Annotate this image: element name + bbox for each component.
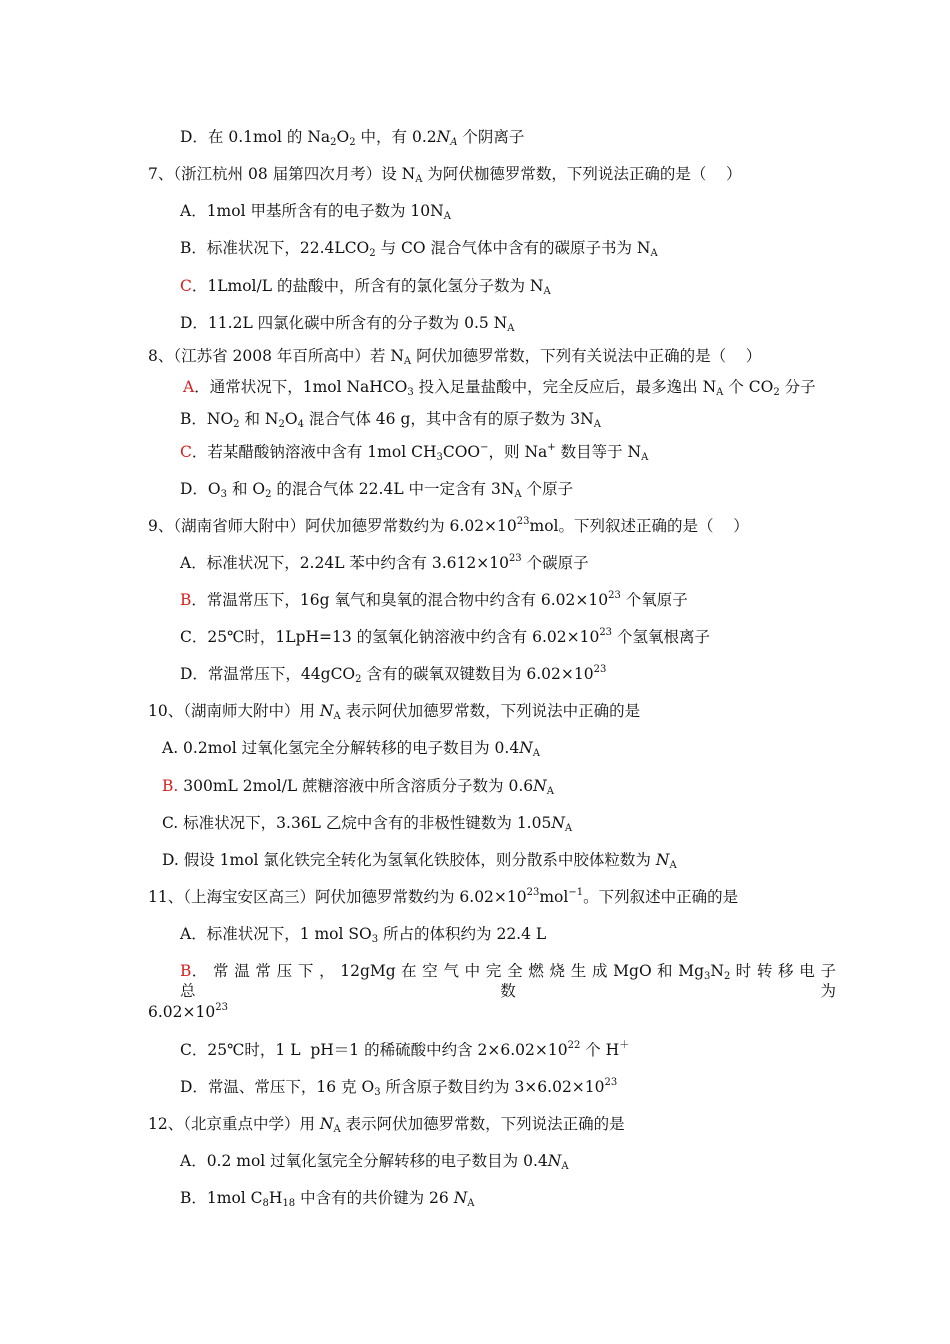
option-9b: B．常温常压下，16g 氧气和臭氧的混合物中约含有 $6.02\times 10^{23}$ 个氧原子	[180, 590, 688, 609]
option-7b: B．标准状况下，$22.4LCO_2$ 与 CO 混合气体中含有的碳原子书为 $N_A$	[180, 239, 658, 259]
option-9c: C．25℃时，1LpH=13 的氢氧化钠溶液中约含有 $6.02\times 10^{23}$ 个氢氧根离子	[180, 627, 710, 646]
option-11d: D．常温、常压下，16 克 $O_3$ 所含原子数目约为 $3\times 6.02\times 10^{23}$	[180, 1077, 618, 1098]
option-6d: D．在 0.1mol 的 $Na_2O_2$ 中，有 $0.2N_A$ 个阴离子	[180, 128, 525, 148]
option-9d: D．常温常压下，44gCO$_2$ 含有的碳氧双键数目为 $6.02\times 10^{23}$	[180, 664, 607, 685]
question-7-stem: 7、（浙江杭州 08 届第四次月考）设 $N_A$ 为阿伏枷德罗常数，下列说法正确的是（ ）	[148, 165, 742, 185]
question-12-stem: 12、（北京重点中学）用 $N_A$ 表示阿伏加德罗常数，下列说法正确的是	[148, 1115, 625, 1135]
option-11c: C．25℃时，1 L pH＝1 的稀硫酸中约含 $2\times 6.02\times 10^{22}$ 个 H＋	[180, 1040, 630, 1059]
option-12b: B．1mol $C_8H_{18}$ 中含有的共价键为 26 $N_A$	[180, 1189, 475, 1209]
option-10a: A. 0.2mol 过氧化氢完全分解转移的电子数目为 $0.4N_A$	[162, 739, 540, 759]
option-7d: D．11.2L 四氯化碳中所含有的分子数为 0.5 $N_A$	[180, 314, 515, 334]
option-7c: C．1Lmol/L 的盐酸中，所含有的氯化氢分子数为 $N_A$	[180, 277, 551, 297]
option-11b-continuation: $6.02\times 10^{23}$	[148, 1002, 228, 1021]
option-8d: D．$O_3$ 和 $O_2$ 的混合气体 22.4L 中一定含有 $3N_A$ 个原子	[180, 480, 574, 500]
option-8b: B．$NO_2$ 和 $N_2O_4$ 混合气体 46 g，其中含有的原子数为 $3N_A$	[180, 410, 601, 430]
option-11b: B． 常 温 常 压 下 ， 12gMg 在 空 气 中 完 全 燃 烧 生 成 MgO 和 $Mg_3N_2$ 时 转 移 电 子 总 数 为	[180, 962, 836, 1000]
option-8c: C．若某醋酸钠溶液中含有 1mol $CH_3COO^-$，则 Na+ 数目等于 $N_A$	[180, 442, 649, 463]
question-11-stem: 11、（上海宝安区高三）阿伏加德罗常数约为 $6.02\times 10^{23}mol^{-1}$。下列叙述中正确的是	[148, 887, 739, 906]
option-9a: A．标准状况下，2.24L 苯中约含有 $3.612\times 10^{23}$ 个碳原子	[180, 553, 589, 572]
question-8-stem: 8、（江苏省 2008 年百所高中）若 $N_A$ 阿伏加德罗常数，下列有关说法中正确的是（ ）	[148, 347, 762, 367]
option-10b: B. 300mL 2mol/L 蔗糖溶液中所含溶质分子数为 $0.6N_A$	[162, 777, 554, 797]
option-10c: C. 标准状况下，3.36L 乙烷中含有的非极性键数为 $1.05N_A$	[162, 814, 573, 834]
option-10d: D. 假设 1mol 氯化铁完全转化为氢氧化铁胶体，则分散系中胶体粒数为 $N_A$	[162, 851, 677, 871]
question-10-stem: 10、（湖南师大附中）用 $N_A$ 表示阿伏加德罗常数，下列说法中正确的是	[148, 702, 641, 722]
option-7a: A．1mol 甲基所含有的电子数为 $10N_A$	[180, 202, 451, 222]
option-8a: A．通常状况下，1mol NaHCO$_3$ 投入足量盐酸中，完全反应后，最多逸出 $N_A$ 个 $CO_2$ 分子	[183, 378, 816, 398]
option-11a: A．标准状况下，1 mol $SO_3$ 所占的体积约为 22.4 L	[180, 925, 547, 945]
option-12a: A．0.2 mol 过氧化氢完全分解转移的电子数目为 $0.4N_A$	[180, 1152, 569, 1172]
question-9-stem: 9、（湖南省师大附中）阿伏加德罗常数约为 $6.02\times 10^{23}mol$。下列叙述正确的是（ ）	[148, 516, 749, 535]
